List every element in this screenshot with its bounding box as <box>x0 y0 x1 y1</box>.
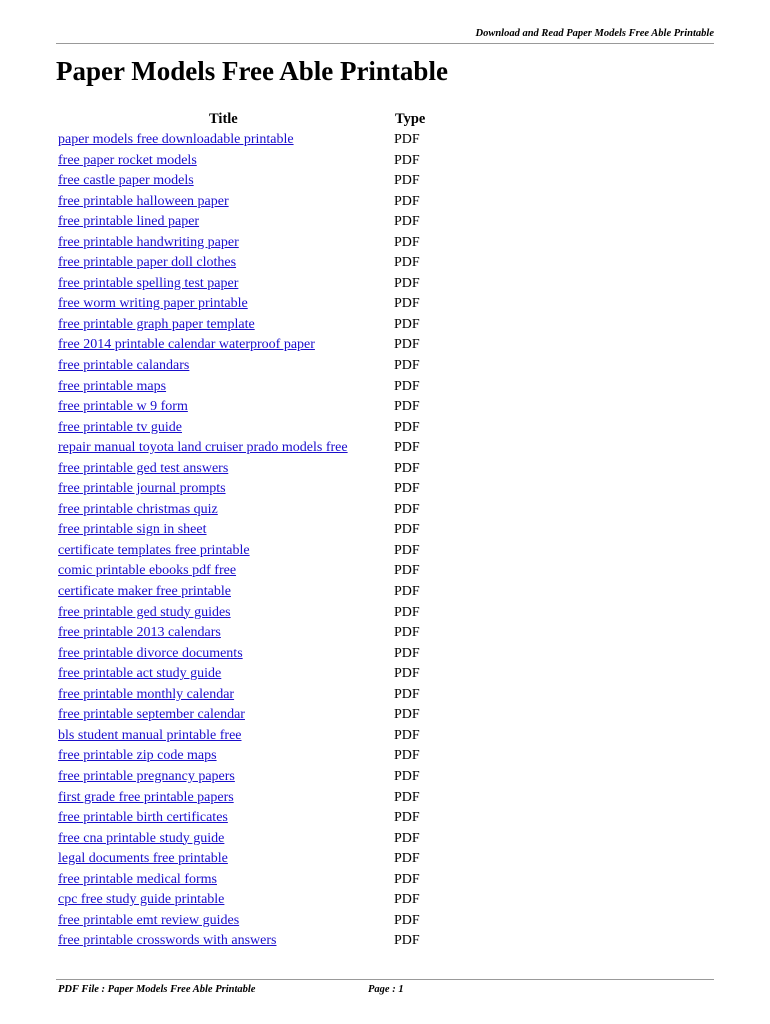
table-row <box>58 172 458 193</box>
document-type: PDF <box>394 830 420 846</box>
document-link[interactable]: free printable calandars <box>58 358 190 374</box>
document-list <box>58 131 458 953</box>
document-link[interactable]: certificate templates free printable <box>58 542 250 558</box>
document-type: PDF <box>394 399 420 415</box>
document-link[interactable]: free printable halloween paper <box>58 193 229 209</box>
document-type: PDF <box>394 707 420 723</box>
document-type: PDF <box>394 645 420 661</box>
document-link[interactable]: paper models free downloadable printable <box>58 132 294 147</box>
table-row <box>58 665 458 686</box>
table-row <box>58 460 458 481</box>
header-divider <box>56 43 714 44</box>
document-type: PDF <box>394 851 420 867</box>
table-row <box>58 850 458 871</box>
table-row <box>58 645 458 666</box>
document-type: PDF <box>394 604 420 620</box>
table-row <box>58 316 458 337</box>
document-link[interactable]: free printable spelling test paper <box>58 275 239 291</box>
document-link[interactable]: first grade free printable papers <box>58 789 234 805</box>
table-row <box>58 912 458 933</box>
document-type: PDF <box>394 542 420 558</box>
document-type: PDF <box>394 173 420 189</box>
document-type: PDF <box>394 152 420 168</box>
table-row <box>58 398 458 419</box>
table-row <box>58 789 458 810</box>
document-type: PDF <box>394 440 420 456</box>
document-type: PDF <box>394 768 420 784</box>
document-type: PDF <box>394 727 420 743</box>
document-link[interactable]: free printable act study guide <box>58 666 222 682</box>
table-row <box>58 604 458 625</box>
document-type: PDF <box>394 563 420 579</box>
document-type: PDF <box>394 255 420 271</box>
document-link[interactable]: comic printable ebooks pdf free <box>58 563 237 579</box>
table-row <box>58 193 458 214</box>
table-row <box>58 583 458 604</box>
document-link[interactable]: free 2014 printable calendar waterproof paper <box>58 337 315 353</box>
document-type: PDF <box>394 234 420 250</box>
document-type: PDF <box>394 686 420 702</box>
table-row <box>58 932 458 953</box>
page-title: Paper Models Free Able Printable <box>56 56 448 86</box>
document-link[interactable]: free printable w 9 form <box>58 399 188 415</box>
document-type: PDF <box>394 625 420 641</box>
document-link[interactable]: free printable monthly calendar <box>58 686 235 702</box>
table-row <box>58 891 458 912</box>
document-link[interactable]: certificate maker free printable <box>58 584 231 600</box>
column-header-type: Type <box>395 111 426 127</box>
document-type: PDF <box>394 522 420 538</box>
table-row <box>58 357 458 378</box>
document-link[interactable]: free printable september calendar <box>58 707 245 723</box>
document-link[interactable]: free castle paper models <box>58 173 194 189</box>
document-link[interactable]: free printable pregnancy papers <box>58 768 235 784</box>
table-row <box>58 747 458 768</box>
table-row <box>58 624 458 645</box>
document-link[interactable]: free printable zip code maps <box>58 748 217 764</box>
document-type: PDF <box>394 316 420 332</box>
table-row <box>58 419 458 440</box>
table-row <box>58 727 458 748</box>
document-link[interactable]: free printable paper doll clothes <box>58 255 237 271</box>
document-type: PDF <box>394 337 420 353</box>
document-link[interactable]: repair manual toyota land cruiser prado models free <box>58 440 348 456</box>
document-type: PDF <box>394 501 420 517</box>
table-row <box>58 275 458 296</box>
document-type: PDF <box>394 810 420 826</box>
table-row <box>58 501 458 522</box>
table-row <box>58 480 458 501</box>
document-type: PDF <box>394 912 420 928</box>
document-link[interactable]: free printable 2013 calendars <box>58 625 221 641</box>
document-link[interactable]: free paper rocket models <box>58 152 197 168</box>
document-link[interactable]: free printable handwriting paper <box>58 234 239 250</box>
table-row <box>58 213 458 234</box>
document-type: PDF <box>394 214 420 230</box>
table-row <box>58 254 458 275</box>
document-type: PDF <box>394 481 420 497</box>
header-text: Download and Read Paper Models Free Able Printable <box>475 28 714 39</box>
document-link[interactable]: free printable emt review guides <box>58 912 240 928</box>
footer-page-number: Page : 1 <box>368 984 404 995</box>
document-type: PDF <box>394 193 420 209</box>
document-link[interactable]: free printable graph paper template <box>58 316 255 332</box>
document-type: PDF <box>394 871 420 887</box>
document-type: PDF <box>394 789 420 805</box>
table-row <box>58 234 458 255</box>
document-type: PDF <box>394 460 420 476</box>
table-row <box>58 131 458 152</box>
table-row <box>58 830 458 851</box>
document-type: PDF <box>394 132 420 147</box>
document-link[interactable]: free worm writing paper printable <box>58 296 248 312</box>
document-link[interactable]: bls student manual printable free <box>58 727 242 743</box>
table-row <box>58 706 458 727</box>
document-link[interactable]: legal documents free printable <box>58 851 228 867</box>
document-type: PDF <box>394 748 420 764</box>
table-row <box>58 768 458 789</box>
document-link[interactable]: free printable divorce documents <box>58 645 243 661</box>
document-type: PDF <box>394 584 420 600</box>
document-link[interactable]: free printable tv guide <box>58 419 183 435</box>
table-row <box>58 152 458 173</box>
document-type: PDF <box>394 666 420 682</box>
document-type: PDF <box>394 296 420 312</box>
table-row <box>58 295 458 316</box>
table-row <box>58 439 458 460</box>
document-type: PDF <box>394 275 420 291</box>
column-header-title: Title <box>209 111 238 127</box>
document-link[interactable]: free printable sign in sheet <box>58 522 207 538</box>
document-link[interactable]: free cna printable study guide <box>58 830 225 846</box>
document-type: PDF <box>394 933 420 949</box>
document-link[interactable]: cpc free study guide printable <box>58 892 225 908</box>
document-link[interactable]: free printable ged test answers <box>58 460 229 476</box>
table-row <box>58 562 458 583</box>
document-type: PDF <box>394 419 420 435</box>
document-link[interactable]: free printable birth certificates <box>58 810 228 826</box>
table-row <box>58 336 458 357</box>
document-type: PDF <box>394 892 420 908</box>
table-row <box>58 521 458 542</box>
document-link[interactable]: free printable maps <box>58 378 167 394</box>
table-row <box>58 871 458 892</box>
document-link[interactable]: free printable journal prompts <box>58 481 226 497</box>
footer-file-label: PDF File : Paper Models Free Able Printable <box>58 984 256 995</box>
document-type: PDF <box>394 378 420 394</box>
document-link[interactable]: free printable lined paper <box>58 214 200 230</box>
table-row <box>58 378 458 399</box>
table-row <box>58 686 458 707</box>
document-link[interactable]: free printable ged study guides <box>58 604 231 620</box>
document-link[interactable]: free printable medical forms <box>58 871 217 887</box>
table-row <box>58 809 458 830</box>
document-link[interactable]: free printable crosswords with answers <box>58 933 277 949</box>
footer-divider <box>56 979 714 980</box>
document-link[interactable]: free printable christmas quiz <box>58 501 218 517</box>
document-type: PDF <box>394 358 420 374</box>
table-row <box>58 542 458 563</box>
